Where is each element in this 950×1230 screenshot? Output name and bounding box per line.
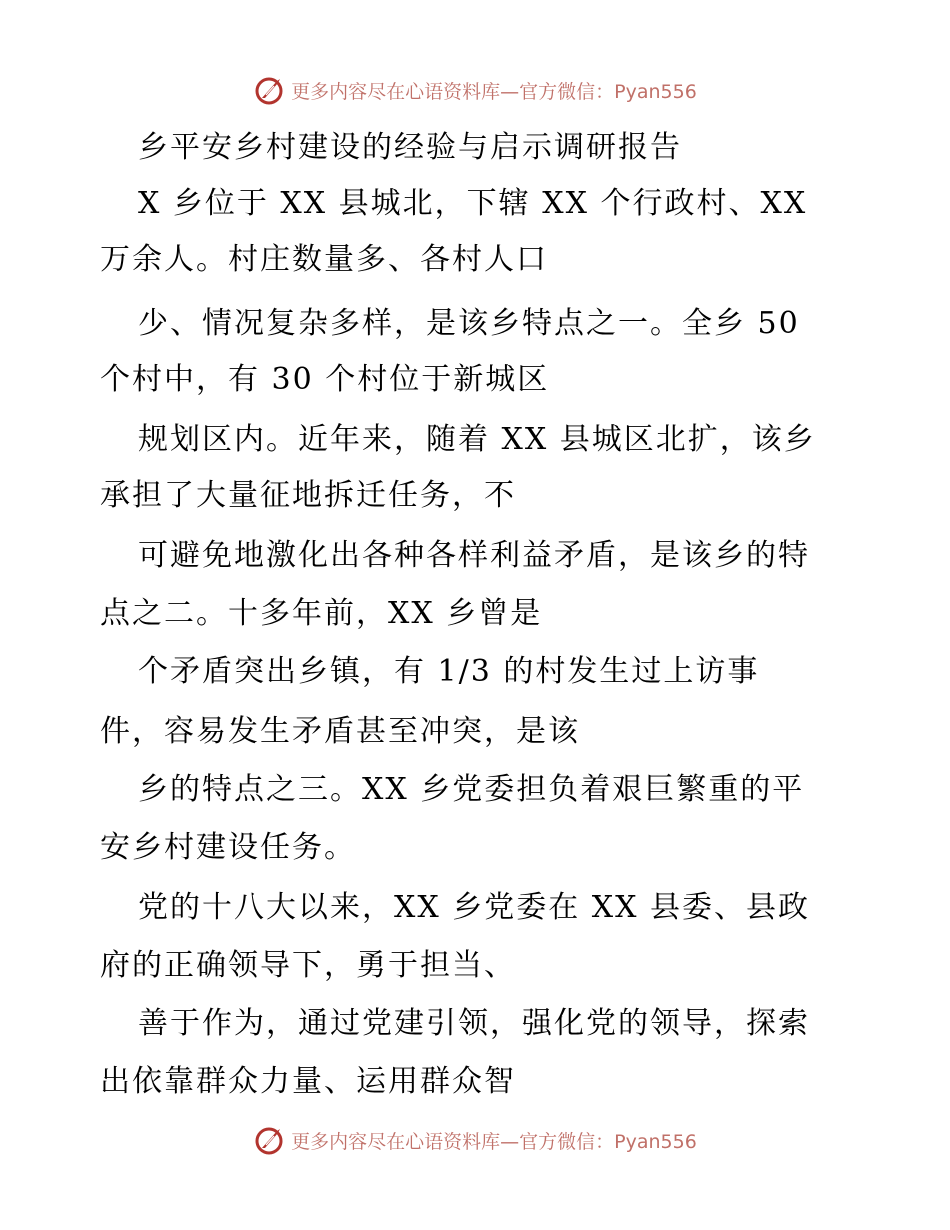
text-line: 乡的特点之三。XX 乡党委担负着艰巨繁重的平 [138, 772, 805, 807]
feather-pen-circle-icon [253, 1124, 285, 1156]
text-line: 点之二。十多年前，XX 乡曾是 [100, 596, 543, 631]
text-line: 安乡村建设任务。 [100, 830, 356, 865]
text-line: 党的十八大以来，XX 乡党委在 XX 县委、县政 [138, 890, 811, 925]
watermark-text: 更多内容尽在心语资料库—官方微信：Pyan556 [291, 80, 697, 103]
text-line: 承担了大量征地拆迁任务，不 [100, 478, 516, 513]
text-line: 件，容易发生矛盾甚至冲突，是该 [100, 714, 580, 749]
feather-pen-circle-icon [253, 74, 285, 106]
watermark-header [0, 70, 950, 110]
text-line: 府的正确领导下，勇于担当、 [100, 948, 516, 983]
text-line: 善于作为，通过党建引领，强化党的领导，探索 [138, 1006, 810, 1041]
text-line: 规划区内。近年来，随着 XX 县城区北扩，该乡 [138, 422, 816, 457]
text-line: 可避免地激化出各种各样利益矛盾，是该乡的特 [138, 538, 810, 573]
text-line: 万余人。村庄数量多、各村人口 [100, 242, 548, 277]
text-line: 个村中，有 30 个村位于新城区 [100, 362, 550, 397]
text-line: 个矛盾突出乡镇，有 1/3 的村发生过上访事 [138, 654, 760, 689]
text-line: X 乡位于 XX 县城北，下辖 XX 个行政村、XX [138, 186, 808, 221]
watermark-footer [0, 1120, 950, 1160]
text-line: 出依靠群众力量、运用群众智 [100, 1064, 516, 1099]
text-line: 少、情况复杂多样，是该乡特点之一。全乡 50 [138, 306, 800, 341]
document-title: 乡平安乡村建设的经验与启示调研报告 [138, 130, 682, 165]
watermark-text: 更多内容尽在心语资料库—官方微信：Pyan556 [291, 1130, 697, 1153]
